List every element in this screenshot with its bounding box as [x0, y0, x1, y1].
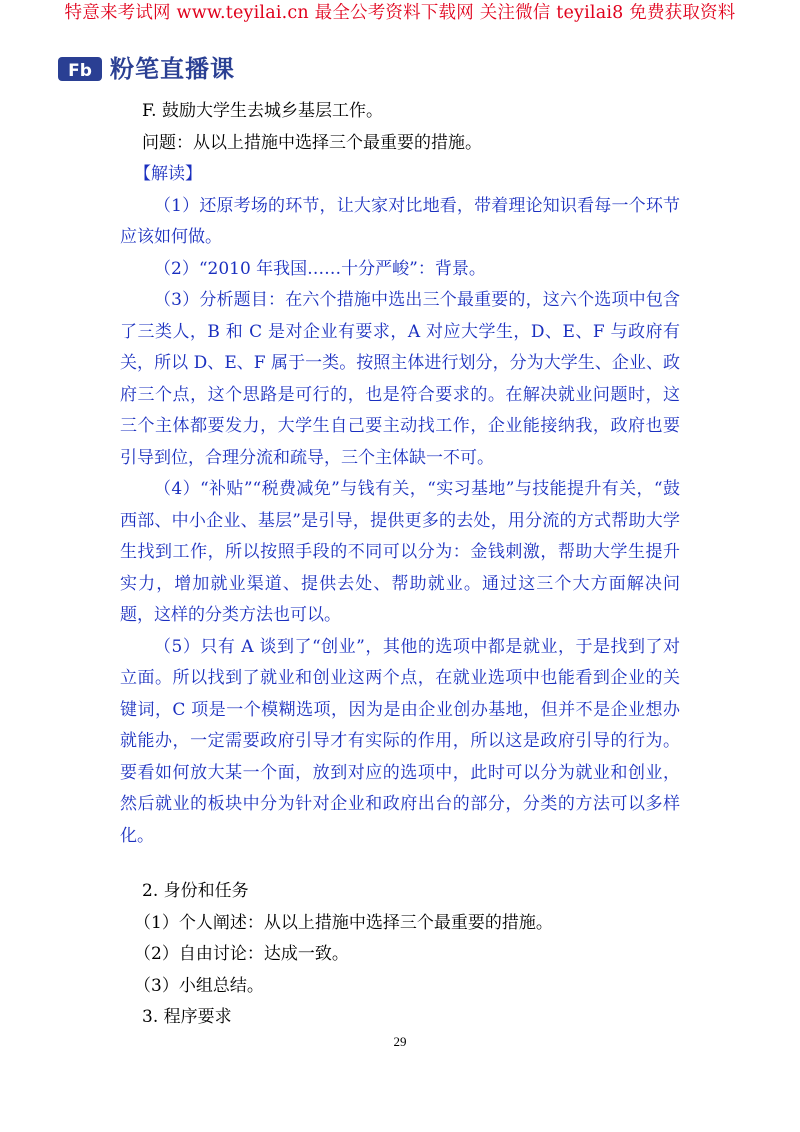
document-body: [120, 96, 680, 1034]
option-f: F. 鼓励大学生去城乡基层工作。: [142, 101, 383, 121]
question-line: 问题：从以上措施中选择三个最重要的措施。: [142, 132, 482, 153]
spacer: [120, 852, 680, 876]
analysis-paragraph-3: （3）分析题目：在六个措施中选出三个最重要的，这六个选项中包含了三类人，B 和 C 是对企业有要求，A 对应大学生，D、E、F 与政府有关，所以 D、E、F 属于一类。按照主体进行划分，分为大学生、企业、政府三个点，这个思路是可行的，也是符合要求的。在解决就业问题时，这三个主体都要发力，大学生自己要主动找工作，企业能接纳我，政府也要引导到位，合理分流和疏导，三个主体缺一不可。: [120, 290, 680, 468]
page-number: 29: [393, 1034, 407, 1049]
watermark-banner: 特意来考试网 www.teyilai.cn 最全公考资料下载网 关注微信 teyilai8 免费获取资料: [64, 3, 736, 23]
section-2-item-1: （1）个人阐述：从以上措施中选择三个最重要的措施。: [134, 912, 553, 933]
analysis-paragraph-1: （1）还原考场的环节，让大家对比地看，带着理论知识看每一个环节应该如何做。: [120, 195, 680, 247]
analysis-paragraph-5: （5）只有 A 谈到了“创业”，其他的选项中都是就业，于是找到了对立面。所以找到了就业和创业这两个点，在就业选项中也能看到企业的关键词，C 项是一个模糊选项，因为是由企业创办基地，但并不是企业想办就能办，一定需要政府引导才有实际的作用，所以这是政府引导的行为。要看如何放大某一个面，放到对应的选项中，此时可以分为就业和创业，然后就业的板块中分为针对企业和政府出台的部分，分类的方法可以多样化。: [120, 636, 680, 846]
fenbi-logo-icon: [58, 54, 104, 84]
jiedu-heading: 【解读】: [134, 164, 202, 184]
section-3-heading: 3. 程序要求: [142, 1007, 232, 1027]
analysis-paragraph-4: （4）“补贴”“税费减免”与钱有关，“实习基地”与技能提升有关，“鼓西部、中小企业、基层”是引导，提供更多的去处，用分流的方式帮助大学生找到工作，所以按照手段的不同可以分为：金钱刺激，帮助大学生提升实力，增加就业渠道、提供去处、帮助就业。通过这三个大方面解决问题，这样的分类方法也可以。: [120, 479, 680, 625]
logo-text: Fb: [68, 61, 92, 81]
analysis-paragraph-2: （2）“2010 年我国……十分严峻”：背景。: [154, 258, 486, 279]
brand-name: 粉笔直播课: [110, 55, 235, 83]
section-2-item-3: （3）小组总结。: [134, 975, 264, 996]
section-2-heading: 2. 身份和任务: [142, 881, 249, 901]
section-2-item-2: （2）自由讨论：达成一致。: [134, 944, 349, 964]
brand-header: [58, 52, 235, 86]
